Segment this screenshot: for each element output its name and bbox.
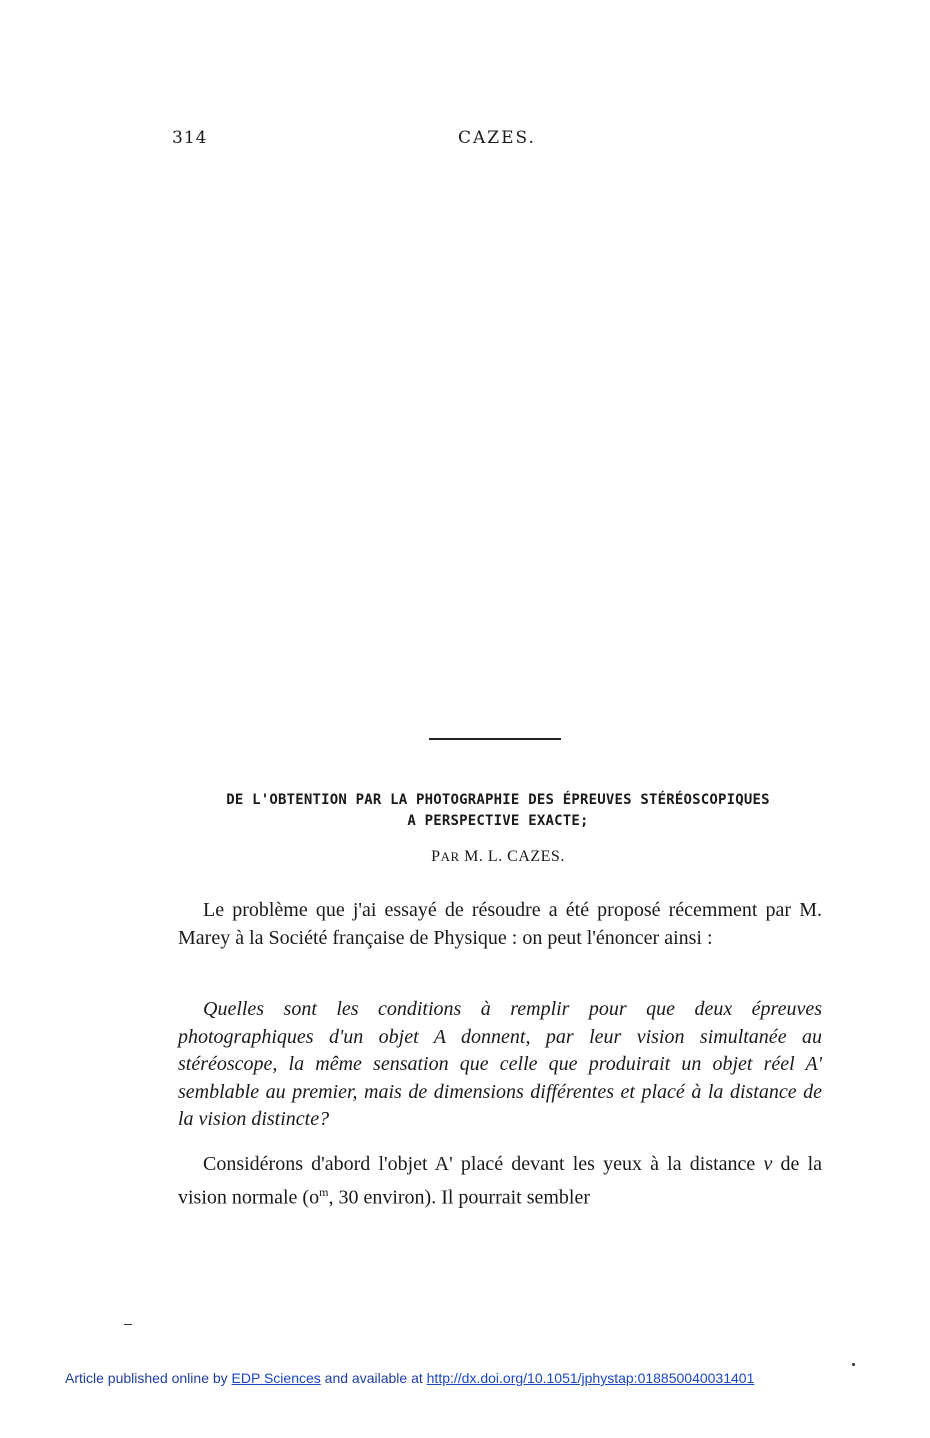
- paragraph-question: Quelles sont les conditions à remplir pour que deux épreuves photographiques d'un objet A donnent, par leur vision simultanée au stéréoscope, la même sensation que celle que produirait un objet réel A' semblable au premier, mais de dimensions différentes et placé à la distance de la vision distincte?: [178, 998, 822, 1130]
- title-line-2: A PERSPECTIVE EXACTE;: [407, 813, 589, 829]
- unit-superscript: m: [319, 1184, 329, 1199]
- paragraph-consider: [178, 1151, 822, 1212]
- doi-link[interactable]: http://dx.doi.org/10.1051/jphystap:018850040031401: [426, 1370, 755, 1386]
- author-name: M. L. CAZES.: [464, 848, 565, 865]
- author-prefix-initial: P: [431, 848, 441, 865]
- paragraph-consider-part-b: de la vision normale (o: [178, 1153, 822, 1209]
- footer-text-2: and available at: [320, 1370, 427, 1386]
- paragraph-intro: Le problème que j'ai essayé de résoudre a été proposé récemment par M. Marey à la Société française de Physique : on peut l'énoncer ainsi :: [178, 899, 822, 949]
- scan-mark-dash: [124, 1324, 132, 1325]
- title-line-1: DE L'OBTENTION PAR LA PHOTOGRAPHIE DES ÉPREUVES STÉRÉOSCOPIQUES: [226, 792, 770, 808]
- variable-v: v: [763, 1153, 773, 1175]
- scan-mark-dot: [852, 1363, 855, 1366]
- running-head: CAZES.: [458, 128, 536, 148]
- paragraph-consider-part-c: , 30 environ). Il pourrait sembler: [328, 1186, 591, 1209]
- edp-sciences-link[interactable]: EDP Sciences: [231, 1370, 321, 1386]
- article-title: [170, 790, 826, 832]
- footer-text-1: Article published online by: [65, 1370, 232, 1386]
- page-number: 314: [172, 128, 208, 148]
- author-prefix-smallcaps: AR: [440, 849, 460, 864]
- section-divider: [429, 738, 561, 740]
- author-line: [170, 848, 826, 866]
- paragraph-consider-part-a: Considérons d'abord l'objet A' placé devant les yeux à la distance: [203, 1153, 764, 1175]
- publication-footer: [65, 1370, 754, 1386]
